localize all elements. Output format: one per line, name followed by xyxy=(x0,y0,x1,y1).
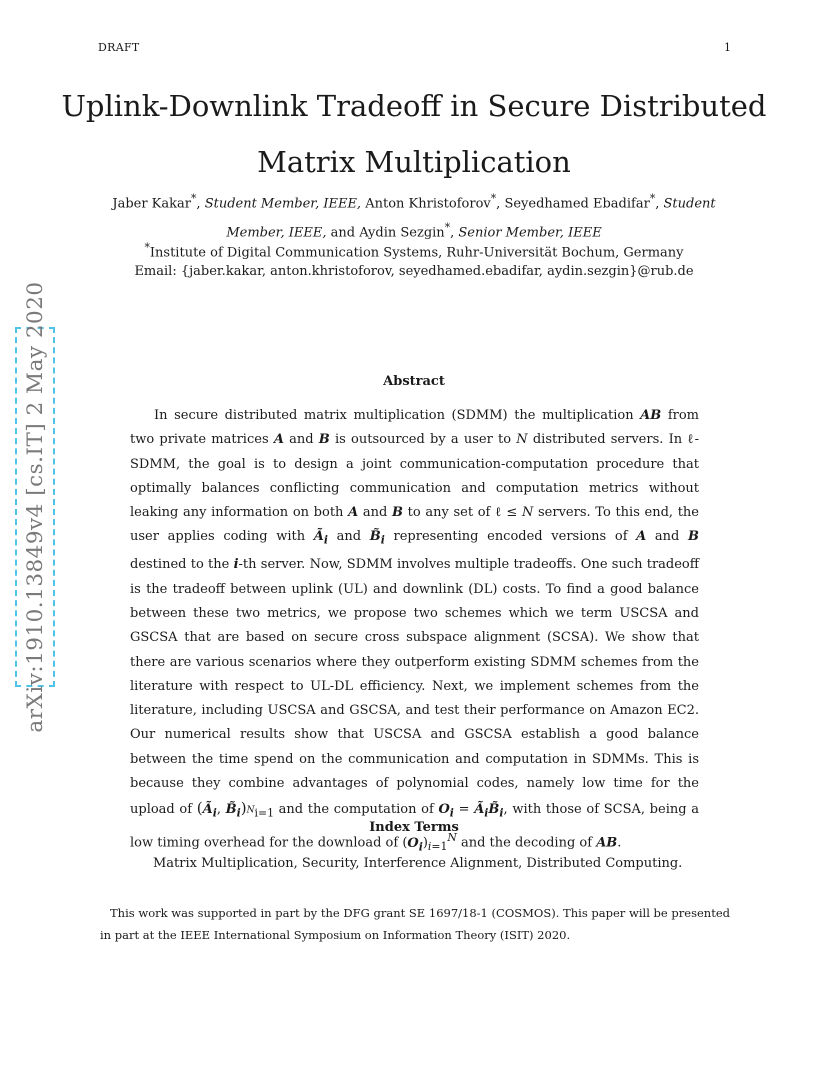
abstract-text: distributed servers. In ℓ-SDMM, the goal is to design a joint communication-computation procedure that optimally balances conflicting communication and computation metrics without leaking any information on both xyxy=(130,432,699,521)
abstract-heading: Abstract xyxy=(383,374,445,389)
index-terms-heading: Index Terms xyxy=(369,820,459,835)
abstract-text: and the decoding of xyxy=(456,835,597,851)
page-number: 1 xyxy=(724,41,732,54)
abstract-text: In secure distributed matrix multiplication (SDMM) the multiplication xyxy=(154,408,641,423)
author-role: Student Member, IEEE, xyxy=(226,196,716,241)
abstract-text: to any set of ℓ ≤ xyxy=(402,505,522,521)
author-conjunction: and xyxy=(330,225,356,241)
abstract-text: -th server. Now, SDMM involves multiple tradeoffs. One such tradeoff is the tradeoff between uplink (UL) and downlink (DL) costs. To find a good balance between these two metrics, we propose two schemes which we term USCSA and GSCSA that are based on secure cross subspace alignment (SCSA). We show that there are various scenarios where they outperform existing SDMM schemes from the literature with respect to UL-DL efficiency. Next, we implement schemes from the literature, including USCSA and GSCSA, and test their performance on Amazon EC2. Our numerical results show that USCSA and GSCSA establish a good balance between the time spend on the communication and computation in SDMMs. This is because they combine advantages of polynomial codes, namely low time for the upload of xyxy=(130,557,699,818)
abstract-text: . xyxy=(617,835,622,851)
abstract-text: and xyxy=(283,432,319,448)
index-terms-text: Matrix Multiplication, Security, Interference Alignment, Distributed Computing. xyxy=(153,856,683,871)
abstract-text: and xyxy=(328,529,370,545)
author-role: Student Member, IEEE, xyxy=(204,196,362,212)
email-line: Email: {jaber.kakar, anton.khristoforov, seyedhamed.ebadifar, aydin.sezgin}@rub.de xyxy=(134,264,694,279)
abstract-text: representing encoded versions of xyxy=(384,529,637,545)
author-list: Jaber Kakar*, Student Member, IEEE, Anton Khristoforov*, Seyedhamed Ebadifar*, Student Member, IEEE, and Aydin Sezgin*, Senior Member, IEEE xyxy=(112,192,716,241)
author-name: Aydin Sezgin xyxy=(359,225,445,241)
running-header: DRAFT xyxy=(98,41,140,54)
abstract-text: is outsourced by a user to xyxy=(329,432,517,448)
author-name: Anton Khristoforov xyxy=(365,196,491,212)
author-role: Senior Member, IEEE xyxy=(458,225,602,241)
abstract-text: and xyxy=(358,505,392,521)
affiliation: *Institute of Digital Communication Systems, Ruhr-Universität Bochum, Germany xyxy=(144,241,684,261)
abstract-text: and xyxy=(646,529,689,545)
abstract-text: from two private matrices xyxy=(130,408,699,448)
arxiv-stamp: arXiv:1910.13849v4 [cs.IT] 2 May 2020 xyxy=(15,327,55,687)
author-name: Jaber Kakar xyxy=(112,196,191,212)
abstract-text: servers. To this end, the user applies coding with xyxy=(130,505,699,545)
abstract-text: and the computation of xyxy=(273,802,439,818)
abstract-text: , with those of SCSA, being a low timing overhead for the download of xyxy=(130,802,699,851)
affiliation-text: Institute of Digital Communication Systems, Ruhr-Universität Bochum, Germany xyxy=(149,245,684,261)
paper-title: Uplink-Downlink Tradeoff in Secure Distributed Matrix Multiplication xyxy=(61,89,767,179)
author-name: Seyedhamed Ebadifar xyxy=(504,196,650,212)
abstract-body: In secure distributed matrix multiplication (SDMM) the multiplication AB from two private matrices A and B is outsourced by a user to N distributed servers. In ℓ-SDMM, the goal is to design a joint communication-computation procedure that optimally balances conflicting communication and computation metrics without leaking any information on both A and B to any set of ℓ ≤ N servers. To this end, the user applies coding with $Ã_i$ and $B̃_i$ representing encoded versions of A and B destined to the i-th server. Now, SDMM involves multiple tradeoffs. One such tradeoff is the tradeoff between uplink (UL) and downlink (DL) costs. To find a good balance between these two metrics, we propose two schemes which we term USCSA and GSCSA that are based on secure cross subspace alignment (SCSA). We show that there are various scenarios where they outperform existing SDMM schemes from the literature with respect to UL-DL efficiency. Next, we implement schemes from the literature, including USCSA and GSCSA, and test their performance on Amazon EC2. Our numerical results show that USCSA and GSCSA establish a good balance between the time spend on the communication and computation in SDMMs. This is because they combine advantages of polynomial codes, namely low time for the upload of ($Ã_i$, $B̃_i)_{^Ni=1}$ and the computation of $O_i$ = $Ã_iB̃_i$, with those of SCSA, being a low timing overhead for the download of $(O_i)_{i=1}^N$ and the decoding of AB. xyxy=(130,408,700,854)
abstract-text: destined to the xyxy=(130,557,234,573)
funding-footnote: This work was supported in part by the DFG grant SE 1697/18-1 (COSMOS). This paper will be presented in part at the IEEE International Symposium on Information Theory (ISIT) 2020. xyxy=(100,906,730,942)
